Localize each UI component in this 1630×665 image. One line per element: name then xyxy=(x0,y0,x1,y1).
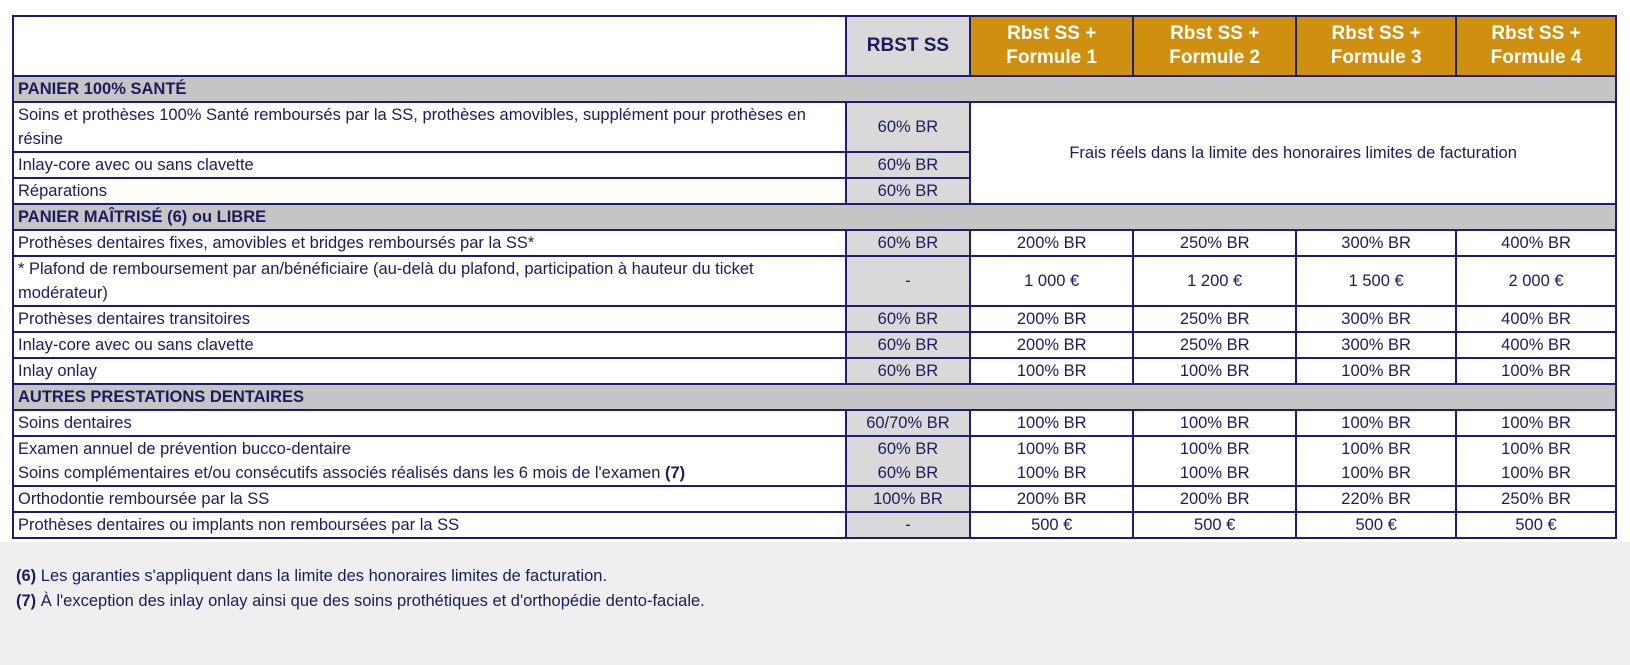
header-formule-3: Rbst SS + Formule 3 xyxy=(1296,16,1456,76)
row-ss-value: - xyxy=(846,256,971,306)
footnote-ref-7: (7) xyxy=(664,464,686,482)
row-f4-value: 100% BR xyxy=(1456,461,1616,486)
row-f3-value: 500 € xyxy=(1296,512,1456,538)
section-panier-100-sante: PANIER 100% SANTÉ xyxy=(13,76,1616,102)
row-label: Soins et prothèses 100% Santé remboursés par la SS, prothèses amovibles, supplément pour prothèses en résine xyxy=(13,102,846,152)
header-rbst-ss: RBST SS xyxy=(846,16,971,76)
row-label: Examen annuel de prévention bucco-dentaire xyxy=(13,436,846,461)
header-formule-2: Rbst SS + Formule 2 xyxy=(1133,16,1296,76)
footnote-6-text: Les garanties s'appliquent dans la limite des honoraires limites de facturation. xyxy=(40,567,608,585)
table-row xyxy=(13,410,1616,436)
row-f3-value: 300% BR xyxy=(1296,230,1456,256)
row-label: Inlay-core avec ou sans clavette xyxy=(13,152,846,178)
footnote-7-text: À l'exception des inlay onlay ainsi que des soins prothétiques et d'orthopédie dento-faciale. xyxy=(40,592,705,610)
row-label: Soins complémentaires et/ou consécutifs associés réalisés dans les 6 mois de l'examen (7) xyxy=(13,461,846,486)
row-label: Inlay-core avec ou sans clavette xyxy=(13,332,846,358)
row-f2-value: 100% BR xyxy=(1133,358,1296,384)
row-ss-value: 100% BR xyxy=(846,486,971,512)
row-f4-value: 100% BR xyxy=(1456,410,1616,436)
row-f2-value: 100% BR xyxy=(1133,410,1296,436)
table-row xyxy=(13,306,1616,332)
row-ss-value: 60% BR xyxy=(846,436,971,461)
table-row xyxy=(13,332,1616,358)
row-f1-value: 500 € xyxy=(970,512,1133,538)
row-f3-value: 300% BR xyxy=(1296,332,1456,358)
row-label: Inlay onlay xyxy=(13,358,846,384)
row-f1-value: 1 000 € xyxy=(970,256,1133,306)
row-f1-value: 100% BR xyxy=(970,358,1133,384)
row-f4-value: 250% BR xyxy=(1456,486,1616,512)
header-blank xyxy=(13,16,846,76)
row-f3-value: 1 500 € xyxy=(1296,256,1456,306)
row-f2-value: 100% BR xyxy=(1133,436,1296,461)
row-f4-value: 500 € xyxy=(1456,512,1616,538)
table-row xyxy=(13,486,1616,512)
footnotes-panel xyxy=(0,542,1630,665)
row-f2-value: 1 200 € xyxy=(1133,256,1296,306)
row-f4-value: 2 000 € xyxy=(1456,256,1616,306)
row-f2-value: 100% BR xyxy=(1133,461,1296,486)
row-f4-value: 400% BR xyxy=(1456,306,1616,332)
row-ss-value: 60% BR xyxy=(846,178,971,204)
footnote-7-ref: (7) xyxy=(16,592,37,610)
row-f1-value: 200% BR xyxy=(970,486,1133,512)
row-f3-value: 300% BR xyxy=(1296,306,1456,332)
header-formule-4: Rbst SS + Formule 4 xyxy=(1456,16,1616,76)
table-row xyxy=(13,358,1616,384)
row-f4-value: 400% BR xyxy=(1456,332,1616,358)
row-f1-value: 100% BR xyxy=(970,410,1133,436)
row-f2-value: 200% BR xyxy=(1133,486,1296,512)
table-row xyxy=(13,512,1616,538)
row-ss-value: 60% BR xyxy=(846,230,971,256)
row-f2-value: 250% BR xyxy=(1133,230,1296,256)
row-f4-value: 100% BR xyxy=(1456,358,1616,384)
row-ss-value: - xyxy=(846,512,971,538)
row-ss-value: 60% BR xyxy=(846,461,971,486)
row-f1-value: 100% BR xyxy=(970,436,1133,461)
row-ss-value: 60/70% BR xyxy=(846,410,971,436)
row-ss-value: 60% BR xyxy=(846,152,971,178)
row-f2-value: 250% BR xyxy=(1133,332,1296,358)
section-autres-prestations: AUTRES PRESTATIONS DENTAIRES xyxy=(13,384,1616,410)
row-label: Prothèses dentaires transitoires xyxy=(13,306,846,332)
row-ss-value: 60% BR xyxy=(846,332,971,358)
row-f3-value: 100% BR xyxy=(1296,461,1456,486)
table-row xyxy=(13,256,1616,306)
row-label: Prothèses dentaires fixes, amovibles et bridges remboursés par la SS* xyxy=(13,230,846,256)
table-row xyxy=(13,230,1616,256)
row-label: * Plafond de remboursement par an/bénéficiaire (au-delà du plafond, participation à hauteur du ticket modérateur) xyxy=(13,256,846,306)
footnote-7 xyxy=(16,592,705,611)
header-formule-1: Rbst SS + Formule 1 xyxy=(970,16,1133,76)
table-row xyxy=(13,436,1616,461)
row-ss-value: 60% BR xyxy=(846,358,971,384)
row-f3-value: 100% BR xyxy=(1296,358,1456,384)
row-f2-value: 250% BR xyxy=(1133,306,1296,332)
section-panier-maitrise: PANIER MAÎTRISÉ (6) ou LIBRE xyxy=(13,204,1616,230)
table-row xyxy=(13,102,1616,152)
row-f2-value: 500 € xyxy=(1133,512,1296,538)
row-f4-value: 400% BR xyxy=(1456,230,1616,256)
row-ss-value: 60% BR xyxy=(846,102,971,152)
row-label: Soins dentaires xyxy=(13,410,846,436)
dental-guarantee-table xyxy=(12,15,1617,539)
row-f1-value: 200% BR xyxy=(970,230,1133,256)
footnote-6-ref: (6) xyxy=(16,567,37,585)
row-f3-value: 100% BR xyxy=(1296,436,1456,461)
row-label: Réparations xyxy=(13,178,846,204)
header-row xyxy=(13,16,1616,76)
row-label: Prothèses dentaires ou implants non remboursées par la SS xyxy=(13,512,846,538)
row-f1-value: 200% BR xyxy=(970,306,1133,332)
row-f1-value: 200% BR xyxy=(970,332,1133,358)
row-f1-value: 100% BR xyxy=(970,461,1133,486)
row-f3-value: 220% BR xyxy=(1296,486,1456,512)
row-label: Orthodontie remboursée par la SS xyxy=(13,486,846,512)
table-row xyxy=(13,461,1616,486)
row-ss-value: 60% BR xyxy=(846,306,971,332)
footnote-6 xyxy=(16,567,607,586)
frais-reels-merged-cell: Frais réels dans la limite des honoraires limites de facturation xyxy=(970,102,1616,204)
row-f3-value: 100% BR xyxy=(1296,410,1456,436)
row-f4-value: 100% BR xyxy=(1456,436,1616,461)
